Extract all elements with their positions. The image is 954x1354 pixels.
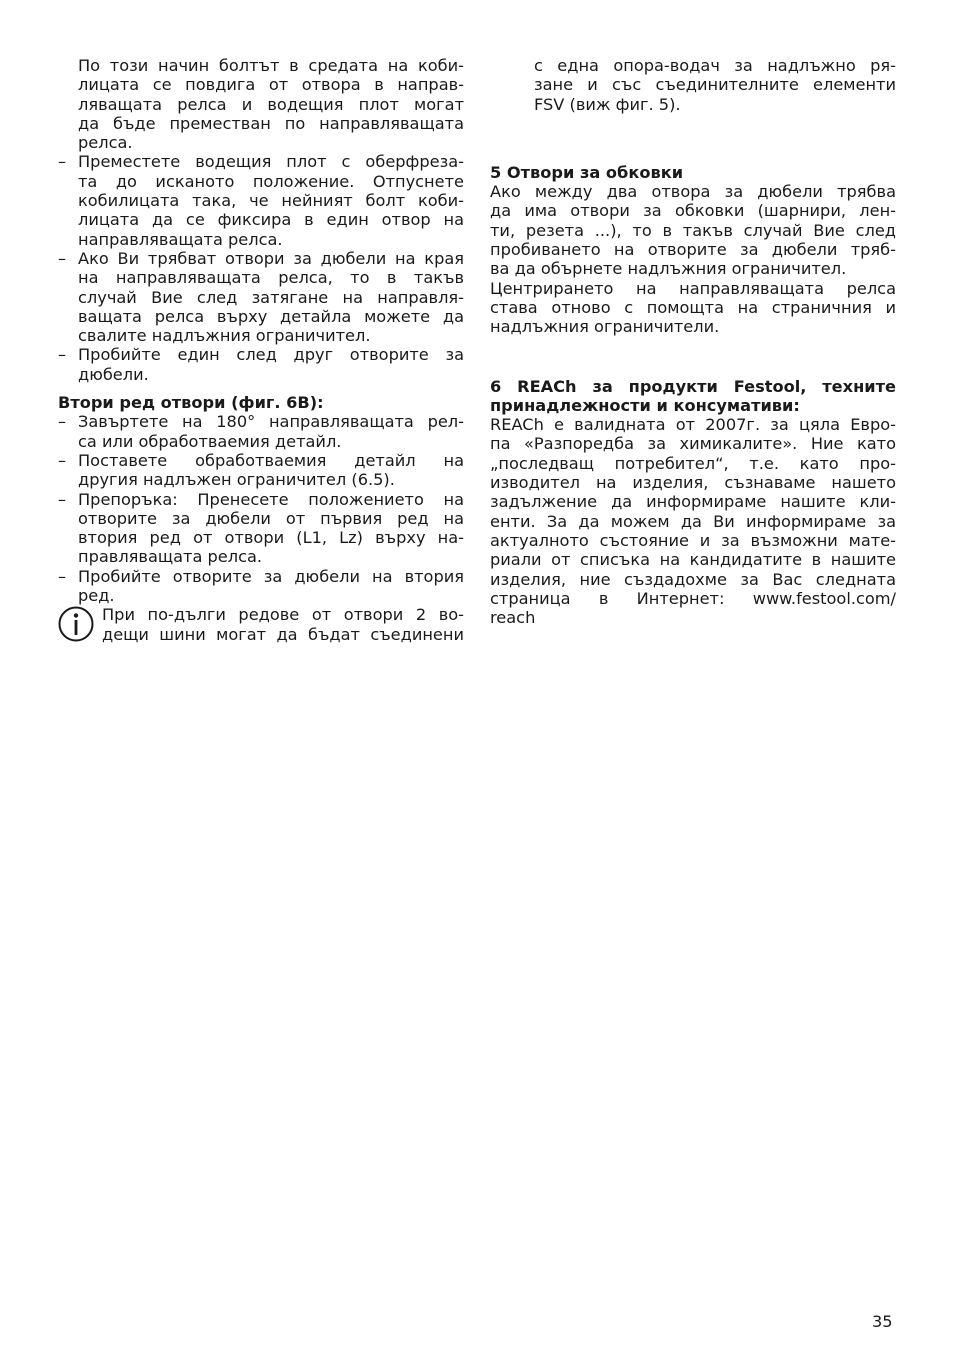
- section-6-body: [490, 415, 896, 627]
- text-line: свалите надлъжния ограничител.: [78, 326, 371, 346]
- text-line: зане и със съединителните елементи: [534, 75, 896, 95]
- dash-marker: –: [58, 345, 67, 365]
- text-line: на направляващата релса, то в такъв: [78, 268, 464, 288]
- text-line: релса.: [78, 133, 133, 153]
- text-line: другия надлъжен ограничител (6.5).: [78, 470, 395, 490]
- text-line: актуалното състояние и за възможни мате-: [490, 530, 896, 550]
- text-line: Преместете водещия плот с оберфреза-: [78, 152, 464, 172]
- continuation-paragraph: [490, 56, 896, 114]
- text-line: направляващата релса.: [78, 229, 283, 249]
- list-item: [58, 412, 464, 451]
- text-line: reach: [490, 608, 536, 628]
- text-line: дещи шини могат да бъдат съединени: [102, 624, 464, 644]
- left-column: [58, 56, 464, 644]
- right-column: [490, 56, 896, 627]
- text-line: изводител на изделия, съзнаваме нашето: [490, 473, 896, 493]
- info-icon: [58, 606, 94, 642]
- section-5-body: [490, 182, 896, 336]
- text-line: лицата се повдига от отвора в направ-: [78, 75, 464, 95]
- section-heading: Втори ред отвори (фиг. 6B):: [58, 393, 324, 413]
- text-line: Пробийте един след друг отворите за: [78, 345, 464, 365]
- text-line: лицата да се фиксира в един отвор на: [78, 210, 464, 230]
- text-line: задължение да информираме нашите кли-: [490, 492, 896, 512]
- text-line: „последващ потребител“, т.е. като про-: [490, 453, 896, 473]
- list-item: [58, 567, 464, 606]
- text-line: 6 REACh за продукти Festool, техните: [490, 376, 896, 396]
- text-line: Пробийте отворите за дюбели на втория: [78, 566, 464, 586]
- text-line: става отново с помощта на страничния и: [490, 297, 896, 317]
- text-line: пробиването на отворите за дюбели тряб-: [490, 240, 896, 260]
- info-note: [58, 605, 464, 644]
- text-line: Ако между два отвора за дюбели трябва: [490, 182, 896, 202]
- text-line: FSV (виж фиг. 5).: [534, 94, 681, 114]
- dash-marker: –: [58, 450, 67, 470]
- list-item: [58, 345, 464, 384]
- text-line: ти, резета ...), то в такъв случай Вие след: [490, 220, 896, 240]
- section-heading: 5 Отвори за обковки: [490, 162, 684, 182]
- text-line: отворите за дюбели от първия ред на: [78, 508, 464, 528]
- text-line: Центрирането на направляващата релса: [490, 278, 896, 298]
- dash-marker: –: [58, 566, 67, 586]
- dash-marker: –: [58, 152, 67, 172]
- text-line: ляващата релса и водещия плот могат: [78, 94, 464, 114]
- intro-paragraph: [58, 56, 464, 152]
- text-line: страница в Интернет: www.festool.com/: [490, 588, 896, 608]
- text-line: ва да обърнете надлъжния ограничител.: [490, 259, 847, 279]
- text-line: правляващата релса.: [78, 547, 263, 567]
- text-line: случай Вие след затягане на направля-: [78, 287, 464, 307]
- list-item: [58, 152, 464, 248]
- page-number: 35: [872, 1312, 893, 1331]
- text-line: надлъжния ограничители.: [490, 317, 720, 337]
- text-line: Поставете обработваемия детайл на: [78, 450, 464, 470]
- text-line: да бъде преместван по направляващата: [78, 113, 464, 133]
- text-line: с една опора-водач за надлъжно ря-: [534, 56, 896, 75]
- text-line: ред.: [78, 586, 115, 606]
- text-line: кобилицата така, че нейният болт коби-: [78, 191, 464, 211]
- list-item: [58, 249, 464, 345]
- text-line: принадлежности и консумативи:: [490, 395, 800, 415]
- text-line: REACh е валидната от 2007г. за цяла Евро-: [490, 415, 896, 435]
- section-heading: [490, 377, 896, 416]
- text-line: Ако Ви трябват отвори за дюбели на края: [78, 248, 464, 268]
- text-line: па «Разпоредба за химикалите». Ние като: [490, 434, 896, 454]
- text-line: ващата релса върху детайла можете да: [78, 306, 464, 326]
- dash-marker: –: [58, 489, 67, 509]
- text-line: та до исканото положение. Отпуснете: [78, 171, 464, 191]
- text-line: са или обработваемия детайл.: [78, 431, 342, 451]
- text-line: При по-дълги редове от отвори 2 во-: [102, 605, 464, 625]
- list-item: [58, 490, 464, 567]
- text-line: втория ред от отвори (L1, Lz) върху на-: [78, 528, 464, 548]
- dash-marker: –: [58, 248, 67, 268]
- text-line: дюбели.: [78, 364, 149, 384]
- text-line: риали от списъка на кандидатите в нашите: [490, 550, 896, 570]
- text-line: По този начин болтът в средата на коби-: [78, 56, 464, 75]
- text-line: да има отвори за обковки (шарнири, лен-: [490, 201, 896, 221]
- text-line: Препоръка: Пренесете положението на: [78, 489, 464, 509]
- text-line: енти. За да можем да Ви информираме за: [490, 511, 896, 531]
- text-line: Завъртете на 180° направляващата рел-: [78, 412, 464, 432]
- list-item: [58, 451, 464, 490]
- dash-marker: –: [58, 412, 67, 432]
- text-line: изделия, ние създадохме за Вас следната: [490, 569, 896, 589]
